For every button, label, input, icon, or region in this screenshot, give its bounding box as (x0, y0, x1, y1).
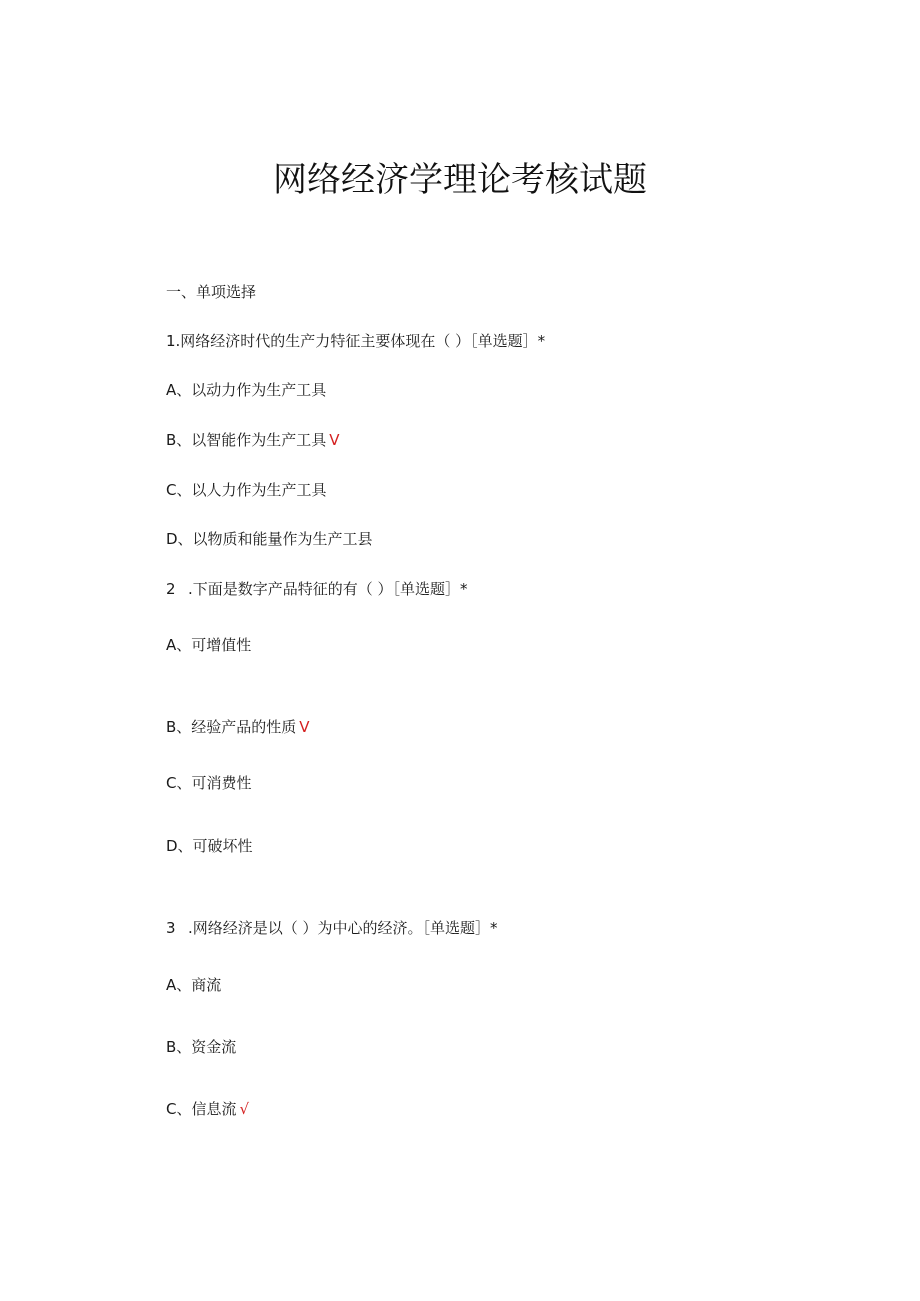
option-text: A、以动力作为生产工具 (166, 381, 327, 399)
option-1a (166, 380, 326, 400)
option-2b (166, 717, 310, 737)
option-2a (166, 635, 251, 655)
option-text: C、信息流 (166, 1100, 237, 1118)
option-3c (166, 1099, 249, 1119)
option-text: D、可破坏性 (166, 837, 253, 855)
section-heading: 一、单项选择 (166, 283, 257, 301)
option-text: B、资金流 (166, 1038, 237, 1056)
answer-mark: √ (239, 1100, 250, 1118)
question-2 (166, 579, 468, 599)
option-text: B、以智能作为生产工具 (166, 431, 327, 449)
option-1c (166, 480, 326, 500)
question-text: 1.网络经济时代的生产力特征主要体现在（ ）［单选题］* (166, 332, 546, 350)
option-3a (166, 975, 221, 995)
answer-mark: V (299, 718, 310, 736)
question-text: .网络经济是以（ ）为中心的经济。［单选题］* (188, 919, 498, 937)
question-1 (166, 331, 545, 351)
option-text: B、经验产品的性质 (166, 718, 297, 736)
question-number: 3 (166, 919, 176, 937)
option-text: D、以物质和能量作为生产工县 (166, 530, 373, 548)
option-1b (166, 430, 340, 450)
option-text: A、可增值性 (166, 636, 252, 654)
option-2c (166, 773, 251, 793)
question-3 (166, 918, 498, 938)
answer-mark: V (329, 431, 340, 449)
option-text: A、商流 (166, 976, 222, 994)
option-text: C、可消费性 (166, 774, 252, 792)
question-text: .下面是数字产品特征的有（ ）［单选题］* (188, 580, 468, 598)
page-title: 网络经济学理论考核试题 (273, 160, 647, 200)
option-1d (166, 529, 373, 549)
option-3b (166, 1037, 236, 1057)
option-2d (166, 836, 253, 856)
option-text: C、以人力作为生产工具 (166, 481, 327, 499)
question-number: 2 (166, 580, 176, 598)
